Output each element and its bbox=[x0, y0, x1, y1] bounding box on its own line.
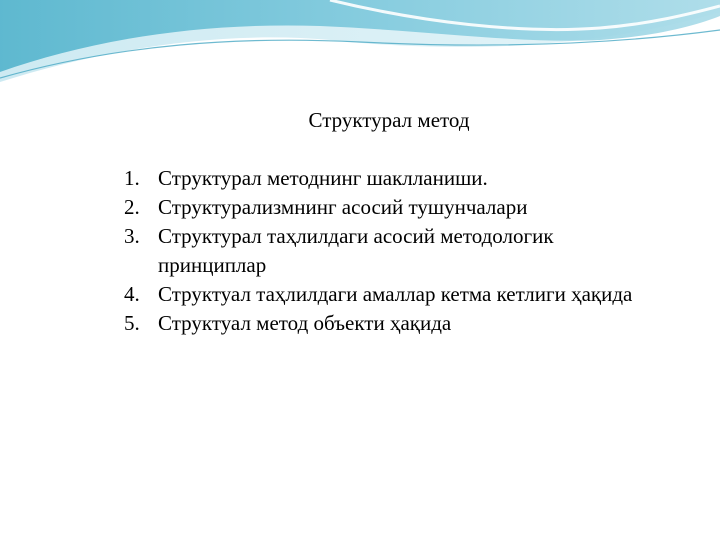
list-item-number: 2. bbox=[124, 195, 140, 219]
list-item bbox=[122, 193, 662, 222]
list-item-text: Структуал метод объекти ҳақида bbox=[158, 311, 452, 335]
list-item-text: Структуал таҳлилдаги амаллар кетма кетлиги ҳақида bbox=[158, 282, 633, 306]
decorative-wave-header bbox=[0, 0, 720, 90]
slide-title: Структурал метод bbox=[308, 108, 470, 132]
list-item bbox=[122, 280, 662, 309]
list-item-number: 4. bbox=[124, 282, 140, 306]
list-item bbox=[122, 164, 662, 193]
list-item-number: 3. bbox=[124, 224, 140, 248]
list-item-number: 1. bbox=[124, 166, 140, 190]
list-item-number: 5. bbox=[124, 311, 140, 335]
topic-list bbox=[122, 164, 662, 338]
list-item-text: Структурал таҳлилдаги асосий методологик принциплар bbox=[158, 224, 554, 277]
list-item-text: Структурализмнинг асосий тушунчалари bbox=[158, 195, 528, 219]
list-item-text: Структурал методнинг шаклланиши. bbox=[158, 166, 488, 190]
list-item bbox=[122, 309, 662, 338]
list-item bbox=[122, 222, 662, 280]
